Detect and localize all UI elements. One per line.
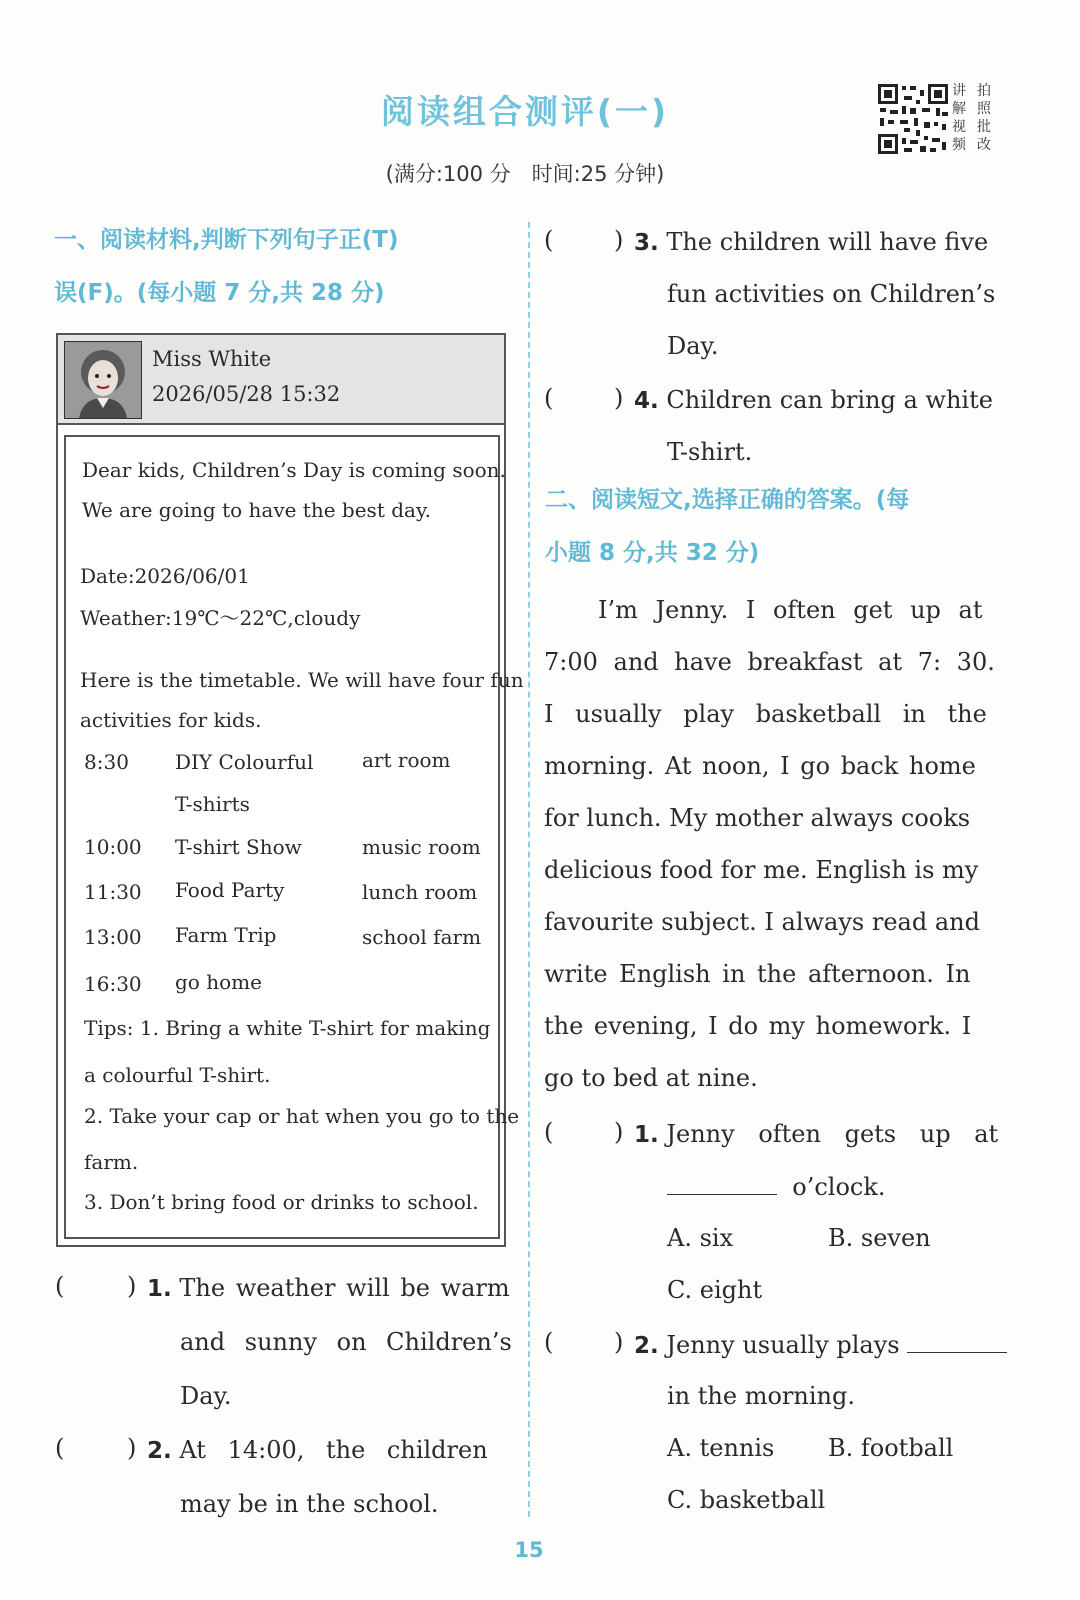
passage-line: favourite subject. I always read and — [544, 908, 980, 936]
timetable-time: 16:30 — [84, 972, 142, 996]
answer-blank — [907, 1330, 1007, 1353]
option-a: A. tennis — [667, 1434, 775, 1462]
answer-paren-close: ) — [614, 384, 624, 412]
page-number: 15 — [514, 1538, 544, 1562]
timetable-time: 8:30 — [84, 750, 129, 774]
tip: farm. — [84, 1150, 139, 1174]
timetable-time: 11:30 — [84, 880, 142, 904]
timetable-time: 13:00 — [84, 925, 142, 949]
poster-name: Miss White — [152, 347, 272, 371]
timetable-activity: T-shirts — [175, 792, 250, 816]
option-b: B. seven — [828, 1224, 931, 1252]
column-divider — [528, 222, 530, 1517]
answer-paren-open: ( — [55, 1434, 65, 1462]
passage-line: I usually play basketball in the — [544, 700, 987, 728]
timetable-time: 10:00 — [84, 835, 142, 859]
answer-paren-close: ) — [127, 1272, 137, 1300]
tip: 3. Don’t bring food or drinks to school. — [84, 1190, 479, 1214]
event-weather: Weather:19℃～22℃,cloudy — [80, 606, 361, 630]
timetable-activity: Food Party — [175, 878, 285, 902]
question-number: 4. — [634, 388, 659, 414]
avatar — [64, 341, 142, 419]
option-c: C. eight — [667, 1276, 763, 1304]
qr-labels: 讲 拍 解 照 视 批 频 改 — [952, 83, 991, 153]
tip: Tips: 1. Bring a white T-shirt for making — [84, 1016, 491, 1040]
timetable-activity: T-shirt Show — [175, 835, 302, 859]
page-title: 阅读组合测评(一) — [380, 92, 670, 131]
tip: a colourful T-shirt. — [84, 1063, 271, 1087]
post-timestamp: 2026/05/28 15:32 — [152, 382, 341, 406]
passage-line: for lunch. My mother always cooks — [544, 804, 971, 832]
answer-paren-close: ) — [614, 226, 624, 254]
answer-paren-open: ( — [544, 1328, 554, 1356]
option-b: B. football — [828, 1434, 954, 1462]
timetable-activity: DIY Colourful — [175, 750, 314, 774]
answer-paren-open: ( — [544, 226, 554, 254]
timetable-place: art room — [362, 748, 451, 772]
question-number: 2. — [634, 1333, 659, 1359]
timetable-activity: go home — [175, 970, 262, 994]
answer-paren-open: ( — [55, 1272, 65, 1300]
passage-line: morning. At noon, I go back home — [544, 752, 976, 780]
passage-line: I’m Jenny. I often get up at — [598, 596, 983, 624]
section2-heading: 二、阅读短文,选择正确的答案。(每 小题 8 分,共 32 分) — [545, 487, 910, 566]
tip: 2. Take your cap or hat when you go to the — [84, 1104, 520, 1128]
passage-line: delicious food for me. English is my — [544, 856, 979, 884]
passage-line: write English in the afternoon. In — [544, 960, 971, 988]
answer-paren-close: ) — [614, 1118, 624, 1146]
passage-line: 7:00 and have breakfast at 7: 30. — [544, 648, 995, 676]
question-number: 1. — [147, 1276, 172, 1302]
question-number: 1. — [634, 1122, 659, 1148]
passage-line: go to bed at nine. — [544, 1064, 758, 1092]
answer-paren-close: ) — [127, 1434, 137, 1462]
answer-paren-open: ( — [544, 1118, 554, 1146]
passage-line: the evening, I do my homework. I — [544, 1012, 972, 1040]
score-time-info: (满分:100 分 时间:25 分钟) — [385, 162, 665, 186]
timetable-place: school farm — [362, 925, 482, 949]
timetable-place: lunch room — [362, 880, 478, 904]
timetable-place: music room — [362, 835, 481, 859]
option-c: C. basketball — [667, 1486, 826, 1514]
timetable-activity: Farm Trip — [175, 923, 277, 947]
question-number: 2. — [147, 1438, 172, 1464]
answer-blank — [667, 1172, 777, 1195]
answer-paren-open: ( — [544, 384, 554, 412]
question-number: 3. — [634, 230, 659, 256]
section1-heading: 一、阅读材料,判断下列句子正(T) 误(F)。(每小题 7 分,共 28 分) — [54, 227, 399, 306]
qr-code-icon — [876, 82, 950, 156]
event-date: Date:2026/06/01 — [80, 564, 250, 588]
answer-paren-close: ) — [614, 1328, 624, 1356]
option-a: A. six — [667, 1224, 734, 1252]
